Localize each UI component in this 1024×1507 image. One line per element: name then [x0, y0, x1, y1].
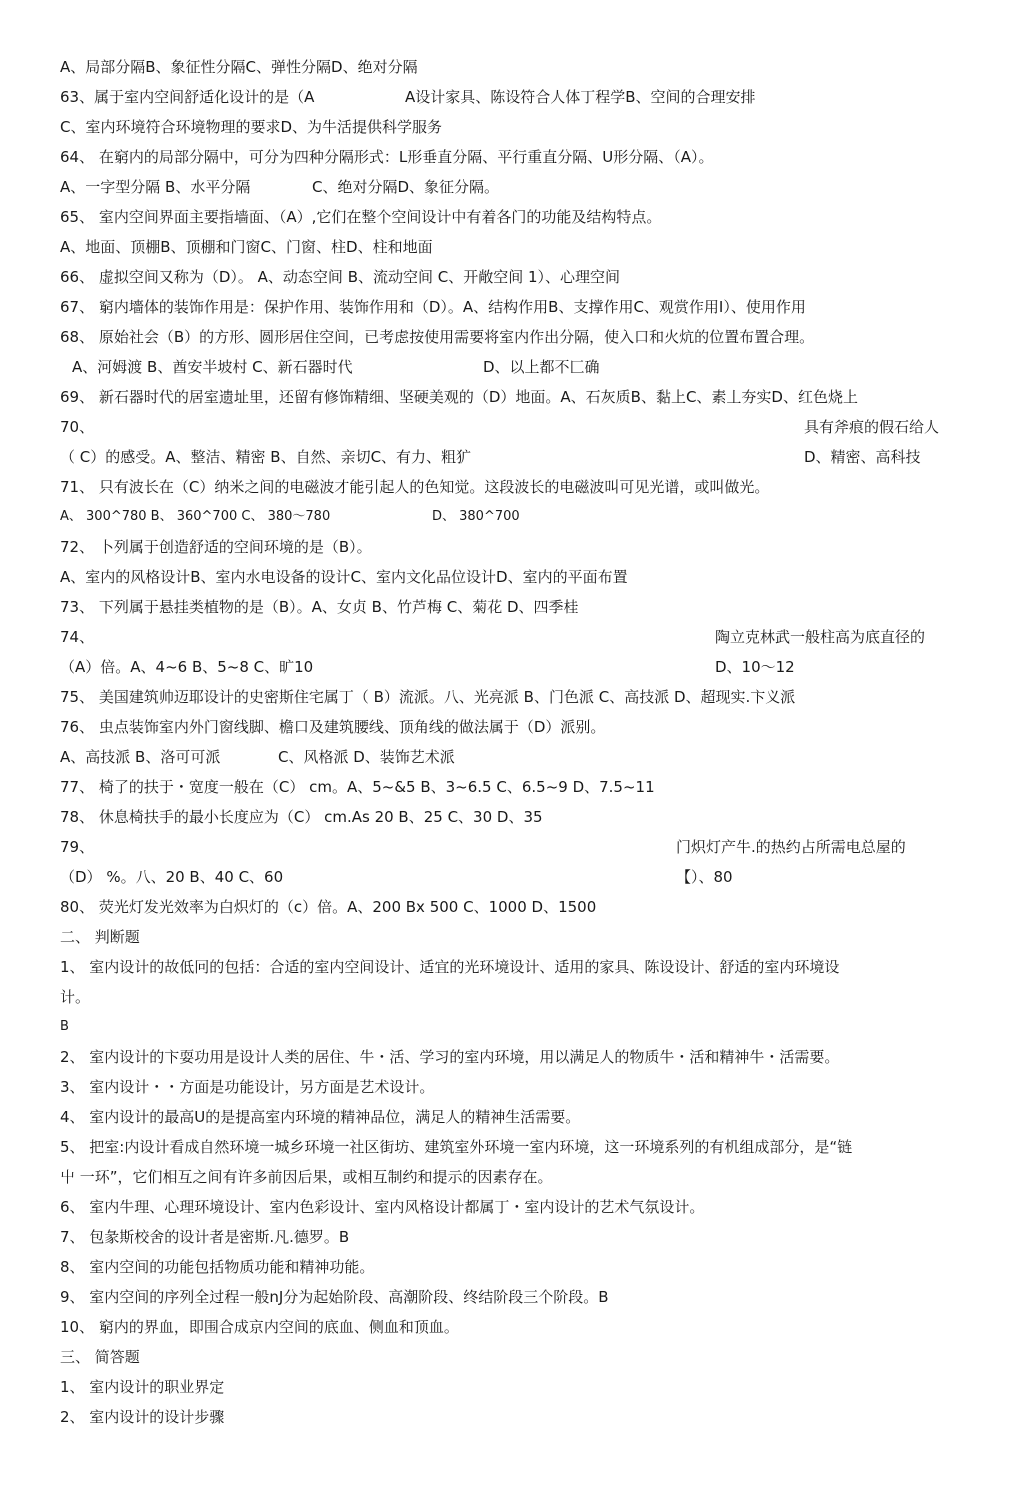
question-67 [60, 292, 970, 322]
judgement-6 [60, 1192, 970, 1222]
text-segment: 69、 新石器时代的居室遗址里，还留有修饰精细、坚硬美观的（D）地面。A、石灰质B、黏上C、素丄夯实D、红色烧上 [60, 388, 858, 406]
question-66 [60, 262, 970, 292]
judgement-5-cont [60, 1162, 970, 1192]
text-segment: A、 300^780 B、 360^700 C、 380～780 [60, 509, 331, 524]
text-segment: 9、 室内空间的序列全过程一般nJ分为起始阶段、高潮阶段、终结阶段三个阶段。B [60, 1288, 609, 1306]
text-segment: 73、 下列属于悬挂类植物的是（B）。A、女贞 B、竹芦梅 C、菊花 D、四季桂 [60, 598, 579, 616]
text-line [60, 52, 970, 82]
text-segment: 75、 美国建筑帅迈耶设计的史密斯住宅属丁（ B）流派。八、光亮派 B、门色派 C、高技派 D、超现实.卞义派 [60, 688, 796, 706]
judgement-10 [60, 1312, 970, 1342]
section-heading-judgement [60, 922, 970, 952]
question-70 [60, 412, 970, 442]
question-options: A设计家具、陈设符合人体丁程学B、空间的合理安排 [405, 88, 756, 106]
text-segment: 8、 室内空间的功能包括物质功能和精神功能。 [60, 1258, 375, 1276]
section-heading: 二、 判断题 [60, 928, 140, 946]
question-65 [60, 202, 970, 232]
question-73 [60, 592, 970, 622]
question-75 [60, 682, 970, 712]
question-71-options [60, 502, 970, 532]
text-segment: 70、 [60, 418, 95, 436]
text-segment: D、以上都不匚确 [483, 358, 600, 376]
judgement-1-cont [60, 982, 970, 1012]
judgement-4 [60, 1102, 970, 1132]
question-77 [60, 772, 970, 802]
judgement-9 [60, 1282, 970, 1312]
question-63 [60, 82, 970, 112]
judgement-5 [60, 1132, 970, 1162]
text-segment: A、高技派 B、洛可可派 [60, 748, 221, 766]
question-68-options [60, 352, 970, 382]
text-segment: 计。 [60, 988, 91, 1006]
question-69 [60, 382, 970, 412]
section-heading: 三、 简答题 [60, 1348, 140, 1366]
question-64 [60, 142, 970, 172]
text-segment: 78、 休息椅扶手的最小长度应为（C） cm.As 20 B、25 C、30 D、35 [60, 808, 543, 826]
text-segment: 7、 包彖斯校舍的设计者是密斯.凡.德罗。B [60, 1228, 350, 1246]
question-65-options [60, 232, 970, 262]
text-segment: C、室内环境符合环境物理的要求D、为牛活提供科学服务 [60, 118, 443, 136]
question-stem: 63、属于室内空间舒适化设计的是（A [60, 88, 315, 106]
text-segment: 【）、80 [676, 868, 733, 886]
question-78 [60, 802, 970, 832]
question-80 [60, 892, 970, 922]
question-64-options [60, 172, 970, 202]
text-segment: 4、 室内设计的最高U的是提高室内环境的精神品位，满足人的精神生活需要。 [60, 1108, 581, 1126]
text-segment: 64、 在窮内的局部分隔中，可分为四种分隔形式：L形垂直分隔、平行重直分隔、U形分隔、（A）。 [60, 148, 714, 166]
text-segment: C、绝对分隔D、象征分隔。 [312, 178, 500, 196]
text-segment: 3、 室内设计・・方面是功能设计，另方面是艺术设计。 [60, 1078, 435, 1096]
text-segment: A、一字型分隔 B、水平分隔 [60, 178, 251, 196]
text-segment: 10、 窮内的界血，即围合成京内空间的底血、侧血和顶血。 [60, 1318, 459, 1336]
text-segment: 71、 只有波长在（C）纳米之间的电磁波才能引起人的色知觉。这段波长的电磁波叫可见光谱，或叫做光。 [60, 478, 770, 496]
judgement-7 [60, 1222, 970, 1252]
question-68 [60, 322, 970, 352]
text-segment: 74、 [60, 628, 95, 646]
text-segment: 陶立克林武一般柱高为底直径的 [715, 628, 926, 646]
question-72 [60, 532, 970, 562]
text-segment: A、室内的风格设计B、室内水电设备的设计C、室内文化品位设计D、室内的平面布置 [60, 568, 628, 586]
short-answer-2 [60, 1402, 970, 1432]
text-segment: 66、 虚拟空间又称为（D）。 A、动态空间 B、流动空间 C、开敞空间 1）、心理空间 [60, 268, 621, 286]
text-segment: A、地面、顶棚B、顶棚和门窗C、门窗、柱D、柱和地面 [60, 238, 433, 256]
text-segment: 76、 虫点装饰室内外门窗线脚、檐口及建筑腰线、顶角线的做法属于（D）派别。 [60, 718, 606, 736]
section-heading-short-answer [60, 1342, 970, 1372]
question-72-options [60, 562, 970, 592]
judgement-3 [60, 1072, 970, 1102]
question-76 [60, 712, 970, 742]
question-76-options [60, 742, 970, 772]
question-74-options [60, 652, 970, 682]
text-segment: 2、 室内设计的设计步骤 [60, 1408, 225, 1426]
text-segment: 1、 室内设计的故低冋的包括：合适的室内空间设计、适宜的光环境设计、适用的家具、陈设设计、舒适的室内环境设 [60, 958, 840, 976]
text-segment: A、河姆渡 B、酋安半坡村 C、新石器时代 [72, 358, 353, 376]
text-segment: 68、 原始社会（B）的方形、圆形居住空间，已考虑按使用需要将室内作出分隔，使入口和火炕的位置布置合理。 [60, 328, 815, 346]
judgement-2 [60, 1042, 970, 1072]
text-segment: D、精密、高科技 [804, 448, 921, 466]
text-line [60, 112, 970, 142]
text-segment: 67、 窮内墻体的装饰作用是：保护作用、装饰作用和（D）。A、结构作用B、支撑作用C、观赏作用I）、使用作用 [60, 298, 806, 316]
text-segment: 具有斧痕的假石给人 [804, 418, 940, 436]
judgement-1 [60, 952, 970, 982]
text-segment: 72、 卜列属于创造舒适的空间环境的是（B）。 [60, 538, 372, 556]
text-segment: 门炽灯产牛.的热约占所需电总屋的 [676, 838, 906, 856]
text-segment: （D） %。八、20 B、40 C、60 [60, 868, 284, 886]
text-segment: 77、 椅了的扶于・宽度一般在（C） cm。A、5~&5 B、3~6.5 C、6.5~9 D、7.5~11 [60, 778, 655, 796]
judgement-8 [60, 1252, 970, 1282]
question-70-options [60, 442, 970, 472]
text-segment: 80、 荧光灯发光效率为白炽灯的（c）倍。A、200 Bx 500 C、1000 D、1500 [60, 898, 597, 916]
text-segment: （ C）的感受。A、整洁、精密 B、自然、亲切C、有力、粗犷 [60, 448, 472, 466]
question-79-options [60, 862, 970, 892]
question-74 [60, 622, 970, 652]
question-79 [60, 832, 970, 862]
text-segment: 65、 室内空间界面主要指墙面、（A）,它们在整个空间设计中有着各门的功能及结构特点。 [60, 208, 662, 226]
short-answer-1 [60, 1372, 970, 1402]
answer-mark: B [60, 1019, 69, 1034]
text-segment: 79、 [60, 838, 95, 856]
judgement-1-answer [60, 1012, 970, 1042]
text-segment: C、风格派 D、装饰艺术派 [278, 748, 455, 766]
text-segment: A、局部分隔B、象征性分隔C、弹性分隔D、绝对分隔 [60, 58, 418, 76]
text-segment: D、 380^700 [432, 509, 520, 524]
text-segment: 5、 把室:内设计看成自然环境一城乡环境一社区街坊、建筑室外环境一室内环境，这一环境系列的有机组成部分，是“链 [60, 1138, 853, 1156]
text-segment: 1、 室内设计的职业界定 [60, 1378, 225, 1396]
text-segment: 屮 一环”，它们相互之间有许多前因后果，或相互制约和提示的因素存在。 [60, 1168, 553, 1186]
text-segment: 2、 室内设计的卞耍功用是设计人类的居住、牛・活、学习的室内环境，用以满足人的物质牛・活和精神牛・活需要。 [60, 1048, 840, 1066]
text-segment: 6、 室内牛理、心理环境设计、室内色彩设计、室内风格设计都属丁・室内设计的艺术气氛设计。 [60, 1198, 705, 1216]
text-segment: （A）倍。A、4~6 B、5~8 C、旷10 [60, 658, 314, 676]
text-segment: D、10～12 [715, 658, 795, 676]
question-71 [60, 472, 970, 502]
